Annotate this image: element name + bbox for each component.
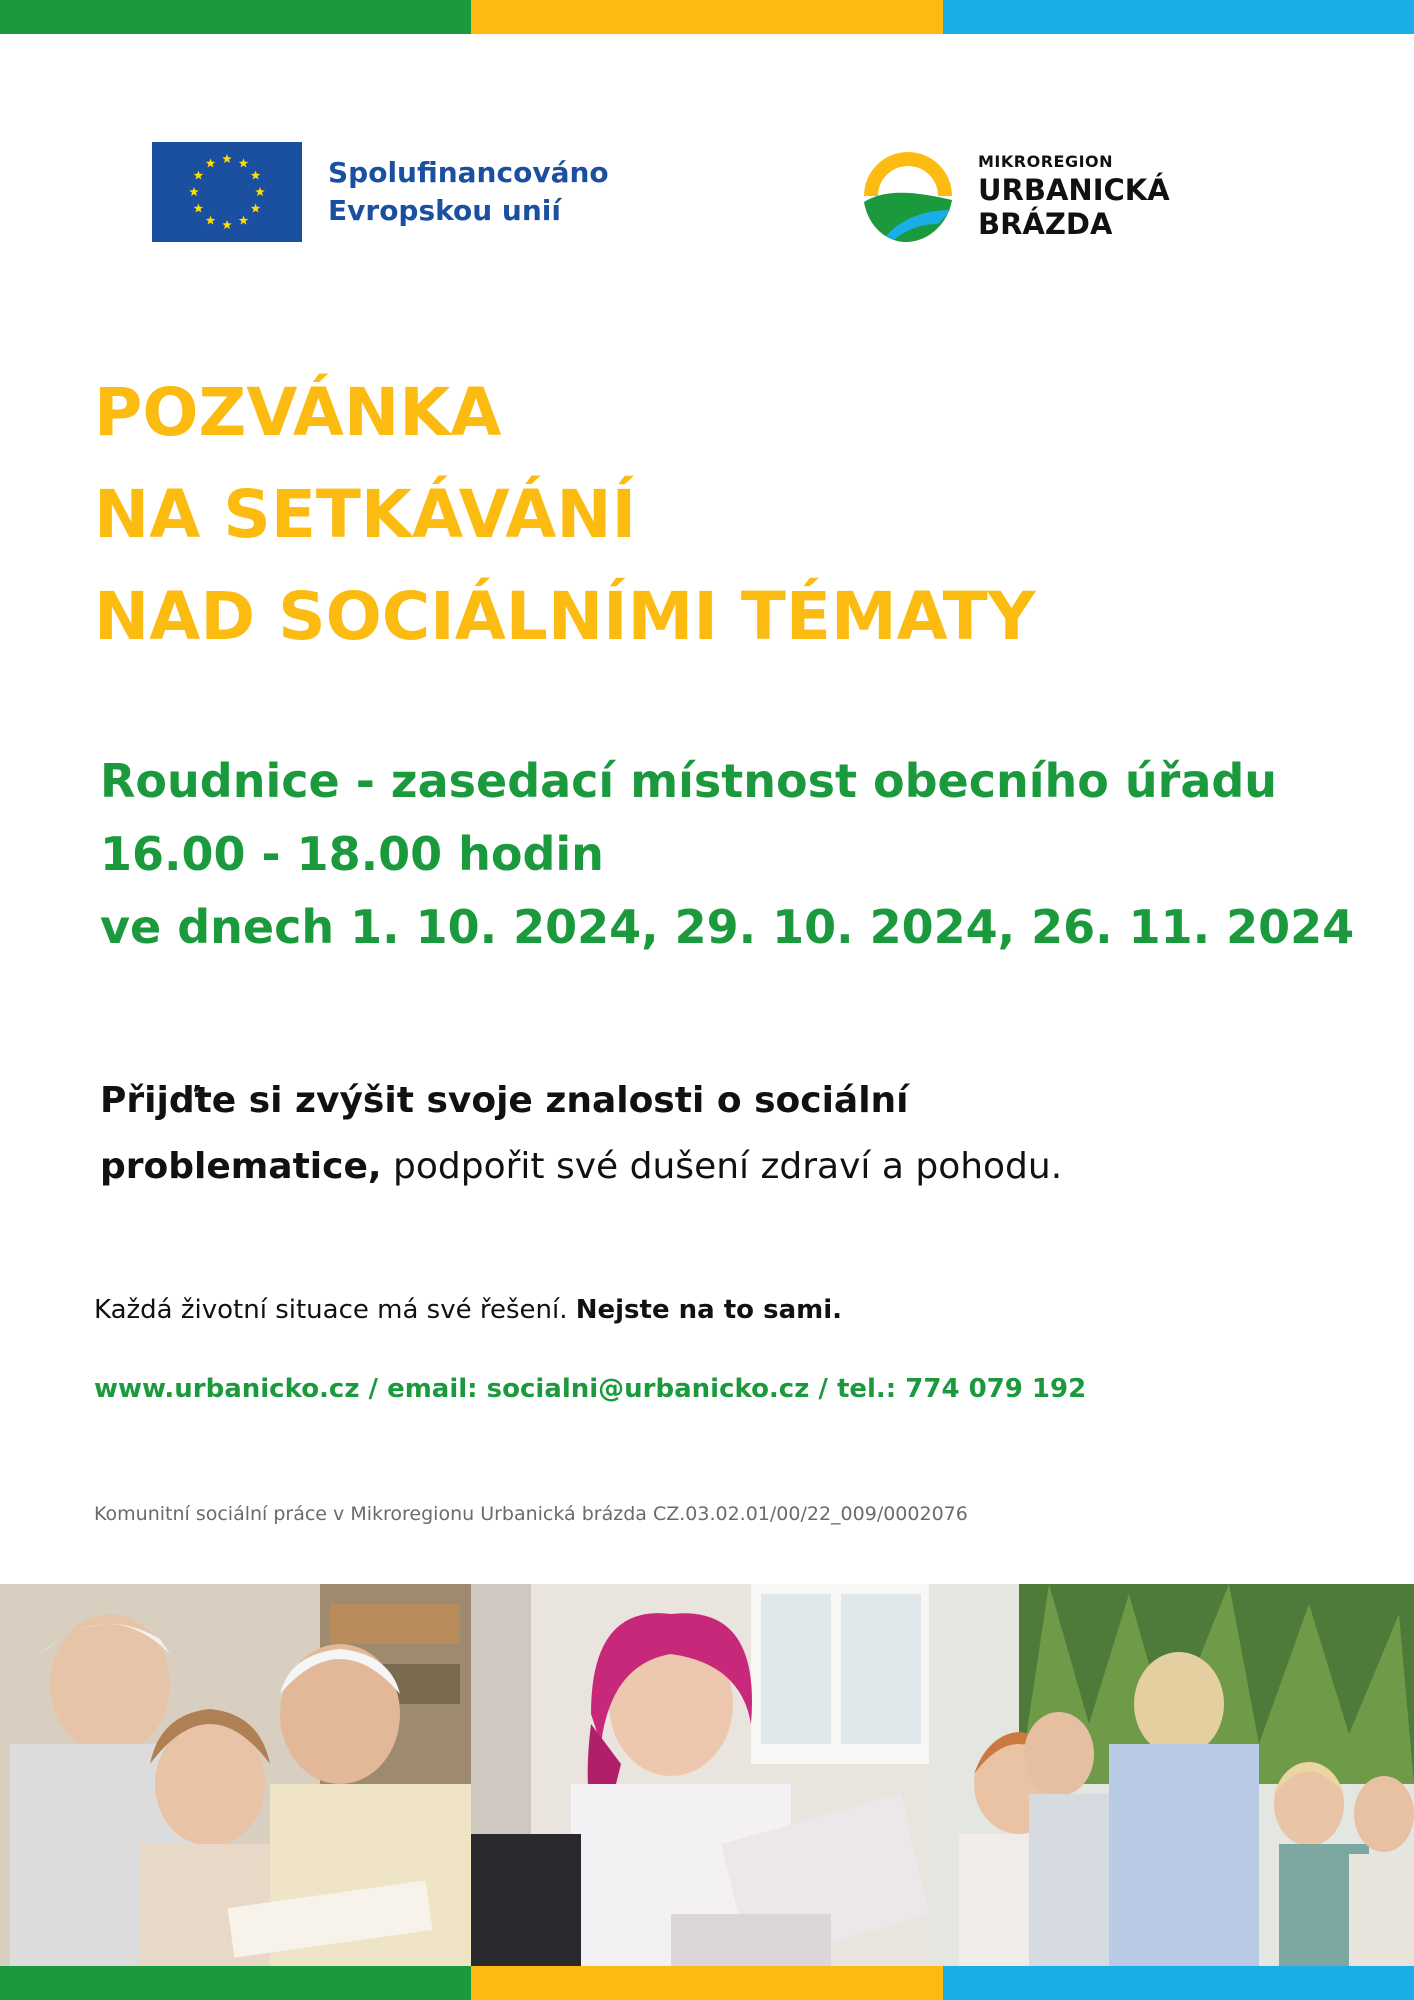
invitation-title — [94, 362, 1035, 668]
sun-hills-icon — [856, 144, 960, 248]
eu-star — [251, 204, 261, 213]
eu-star — [194, 171, 204, 180]
mikroregion-name-line1: URBANICKÁ — [978, 173, 1170, 207]
event-time: 16.00 - 18.00 hodin — [100, 827, 604, 881]
eu-star — [189, 187, 199, 196]
photo-seniors-reading — [0, 1584, 471, 1966]
eu-flag-icon — [152, 142, 302, 242]
stripe-green-bottom — [0, 1966, 471, 2000]
top-color-stripe — [0, 0, 1414, 34]
stripe-yellow — [471, 0, 943, 34]
motto-normal: Každá životní situace má své řešení. — [94, 1295, 576, 1325]
stripe-green — [0, 0, 471, 34]
lead-rest-line2: podpořit své dušení zdraví a pohodu. — [381, 1146, 1063, 1187]
lead-bold-line2: problematice, — [100, 1146, 382, 1187]
mikroregion-logo-text — [978, 151, 1170, 241]
stripe-blue — [943, 0, 1414, 34]
eu-star — [251, 171, 261, 180]
motto-bold: Nejste na to sami. — [575, 1295, 842, 1325]
lead-bold-line1: Přijďte si zvýšit svoje znalosti o sociální — [100, 1080, 909, 1121]
eu-star — [239, 158, 249, 167]
eu-star — [255, 187, 265, 196]
eu-star — [239, 216, 249, 225]
contact-line[interactable]: www.urbanicko.cz / email: socialni@urbanicko.cz / tel.: 774 079 192 — [94, 1374, 1087, 1404]
project-footnote: Komunitní sociální práce v Mikroregionu Urbanická brázda CZ.03.02.01/00/22_009/0002076 — [94, 1503, 968, 1525]
eu-star — [194, 204, 204, 213]
eu-logo-line2: Evropskou unií — [328, 194, 561, 227]
lead-paragraph — [100, 1068, 1062, 1200]
eu-star — [206, 158, 216, 167]
event-place: Roudnice - zasedací místnost obecního úřadu — [100, 754, 1278, 808]
motto-text — [94, 1290, 842, 1330]
eu-star — [206, 216, 216, 225]
stripe-blue-bottom — [943, 1966, 1414, 2000]
photo-group-presentation — [929, 1584, 1414, 1966]
event-info — [100, 745, 1354, 964]
eu-cofinancing-logo — [152, 142, 609, 242]
bottom-color-stripe — [0, 1966, 1414, 2000]
eu-logo-text — [328, 154, 609, 230]
mikroregion-logo — [856, 144, 1170, 248]
eu-star — [222, 220, 232, 229]
eu-logo-line1: Spolufinancováno — [328, 156, 609, 189]
stripe-yellow-bottom — [471, 1966, 943, 2000]
mikroregion-label: MIKROREGION — [978, 152, 1114, 171]
title-line2: NA SETKÁVÁNÍ — [94, 476, 637, 553]
title-line1: POZVÁNKA — [94, 374, 502, 451]
eu-star — [222, 154, 232, 163]
title-line3: NAD SOCIÁLNÍMI TÉMATY — [94, 578, 1036, 655]
event-dates: ve dnech 1. 10. 2024, 29. 10. 2024, 26. 11. 2024 — [100, 900, 1355, 954]
photo-woman-laptop — [471, 1584, 929, 1966]
mikroregion-name-line2: BRÁZDA — [978, 207, 1113, 241]
photo-strip — [0, 1584, 1414, 1966]
